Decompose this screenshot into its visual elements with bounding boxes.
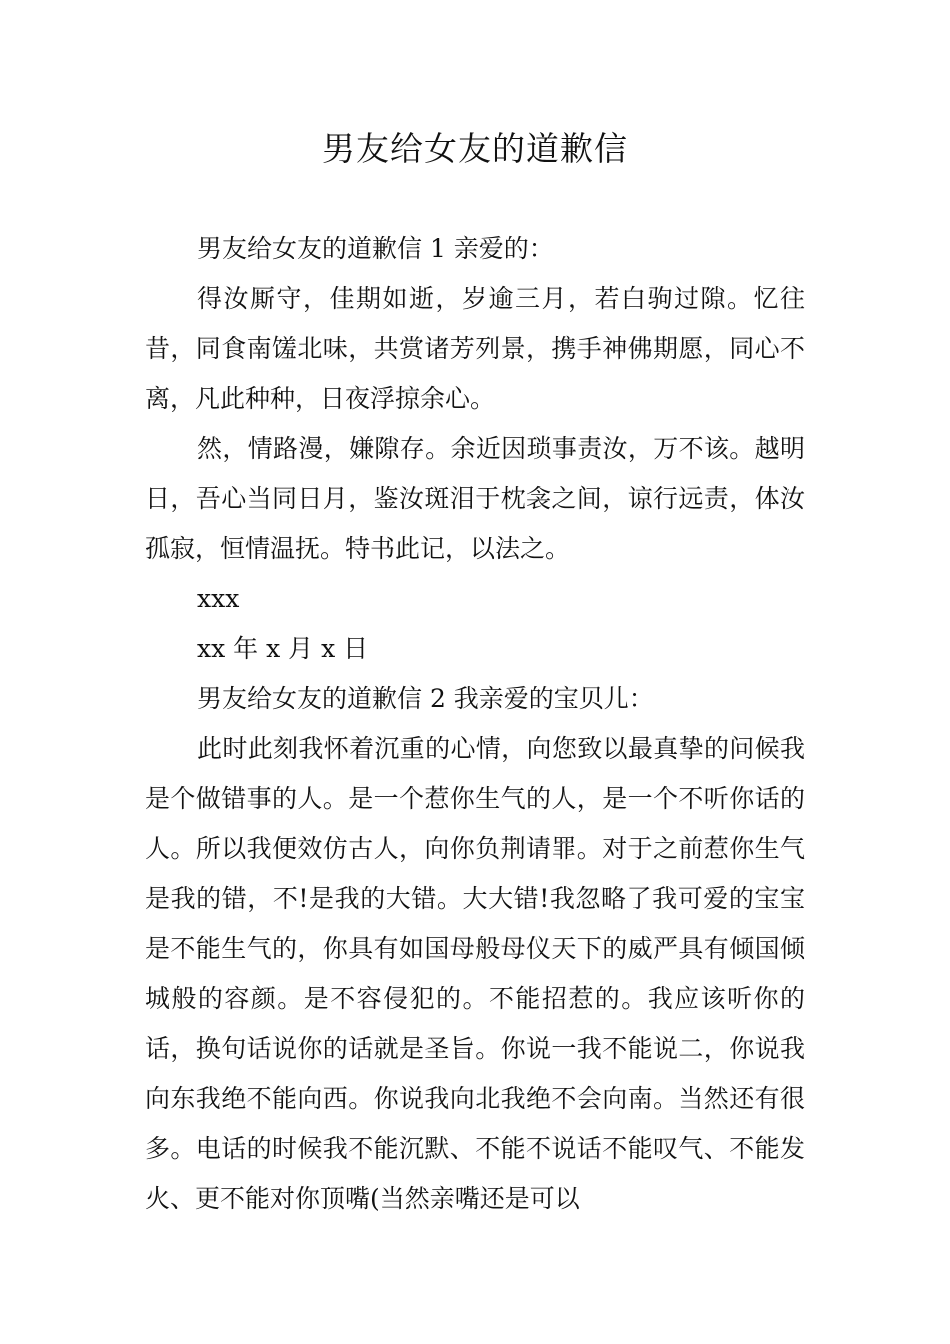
paragraph-date: xx 年 x 月 x 日	[197, 634, 369, 663]
document-body	[145, 224, 805, 1224]
paragraph-letter1-heading: 男友给女友的道歉信 1 亲爱的：	[197, 234, 554, 263]
paragraph-letter1-body-2: 然，情路漫，嫌隙存。余近因琐事责汝，万不该。越明日，吾心当同日月，鉴汝斑泪于枕衾之间，谅行远责，体汝孤寂，恒情温抚。特书此记，以法之。	[145, 434, 805, 563]
paragraph-letter1-body-1: 得汝厮守，佳期如逝，岁逾三月，若白驹过隙。忆往昔，同食南馐北味，共赏诸芳列景，携手神佛期愿，同心不离，凡此种种，日夜浮掠余心。	[145, 284, 805, 413]
paragraph-signature: xxx	[197, 584, 240, 613]
paragraph-letter2-body-1: 此时此刻我怀着沉重的心情，向您致以最真挚的问候我是个做错事的人。是一个惹你生气的人，是一个不听你话的人。所以我便效仿古人，向你负荆请罪。对于之前惹你生气是我的错，不!是我的大错。大大错!我忽略了我可爱的宝宝是不能生气的，你具有如国母般母仪天下的威严具有倾国倾城般的容颜。是不容侵犯的。不能招惹的。我应该听你的话，换句话说你的话就是圣旨。你说一我不能说二，你说我向东我绝不能向西。你说我向北我绝不会向南。当然还有很多。电话的时候我不能沉默、不能不说话不能叹气、不能发火、更不能对你顶嘴(当然亲嘴还是可以	[145, 734, 805, 1213]
document-title: 男友给女友的道歉信	[322, 129, 628, 168]
paragraph-letter2-heading: 男友给女友的道歉信 2 我亲爱的宝贝儿：	[197, 684, 654, 713]
